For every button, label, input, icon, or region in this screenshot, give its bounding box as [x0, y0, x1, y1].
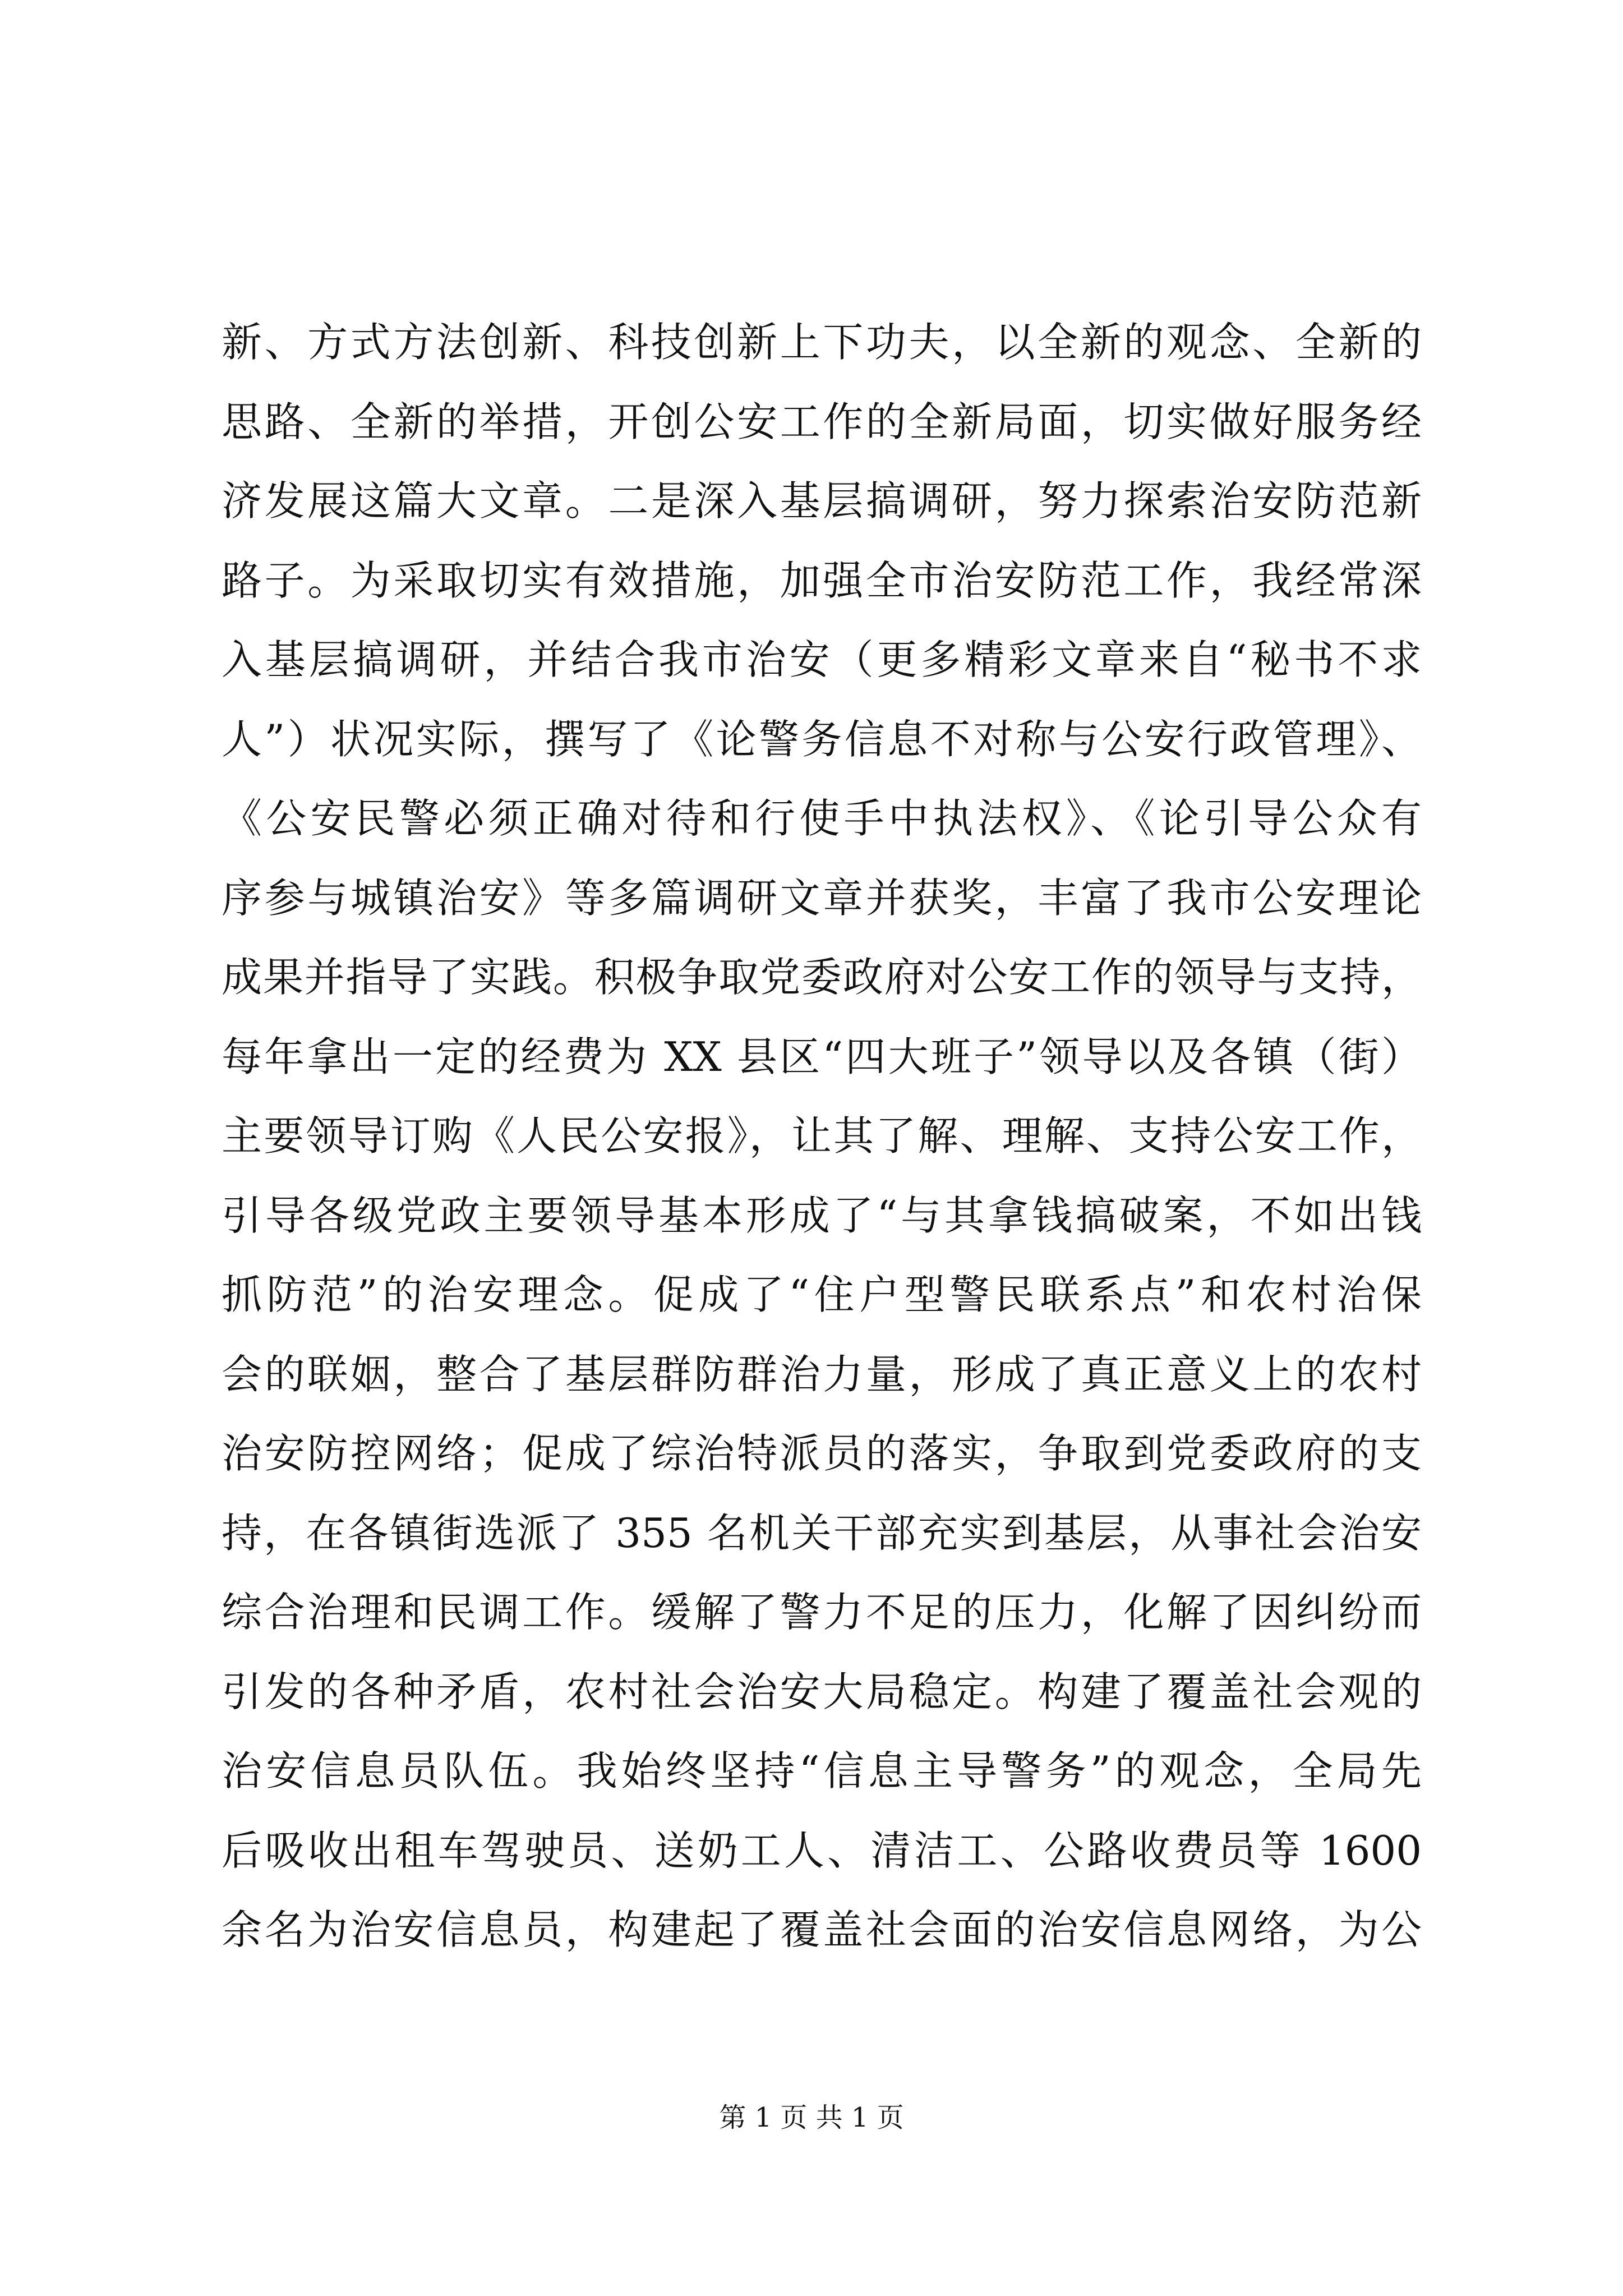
text-line: 抓防范”的治安理念。促成了“住户型警民联系点”和农村治保 [222, 1271, 1422, 1318]
text-line: 引导各级党政主要领导基本形成了“与其拿钱搞破案，不如出钱 [222, 1191, 1422, 1239]
text-line: 济发展这篇大文章。二是深入基层搞调研，努力探索治安防范新 [222, 477, 1422, 524]
text-line: 持，在各镇街选派了 355 名机关干部充实到基层，从事社会治安 [222, 1509, 1422, 1557]
text-line: 新、方式方法创新、科技创新上下功夫，以全新的观念、全新的 [222, 319, 1422, 366]
text-line: 治安信息员队伍。我始终坚持“信息主导警务”的观念，全局先 [222, 1747, 1422, 1795]
text-line: 主要领导订购《人民公安报》，让其了解、理解、支持公安工作， [222, 1112, 1422, 1159]
page-number-label: 第 1 页 共 1 页 [719, 2102, 904, 2133]
text-line: 路子。为采取切实有效措施，加强全市治安防范工作，我经常深 [222, 556, 1422, 604]
text-line: 引发的各种矛盾，农村社会治安大局稳定。构建了覆盖社会观的 [222, 1668, 1422, 1715]
text-line: 综合治理和民调工作。缓解了警力不足的压力，化解了因纠纷而 [222, 1589, 1422, 1636]
text-line: 《公安民警必须正确对待和行使手中执法权》、《论引导公众有 [222, 795, 1422, 842]
text-line: 每年拿出一定的经费为 XX 县区“四大班子”领导以及各镇（街） [222, 1033, 1422, 1080]
text-line: 人”）状况实际，撰写了《论警务信息不对称与公安行政管理》、 [222, 715, 1422, 763]
text-line: 余名为治安信息员，构建起了覆盖社会面的治安信息网络，为公 [222, 1906, 1422, 1953]
text-line: 会的联姻，整合了基层群防群治力量，形成了真正意义上的农村 [222, 1350, 1422, 1398]
text-line: 成果并指导了实践。积极争取党委政府对公安工作的领导与支持， [222, 954, 1422, 1001]
text-line: 入基层搞调研，并结合我市治安（更多精彩文章来自“秘书不求 [222, 636, 1422, 683]
body-text [222, 303, 1422, 1970]
page-footer [0, 2101, 1623, 2134]
text-line: 后吸收出租车驾驶员、送奶工人、清洁工、公路收费员等 1600 [222, 1826, 1422, 1874]
text-line: 治安防控网络；促成了综治特派员的落实，争取到党委政府的支 [222, 1430, 1422, 1477]
text-line: 序参与城镇治安》等多篇调研文章并获奖，丰富了我市公安理论 [222, 874, 1422, 922]
text-line: 思路、全新的举措，开创公安工作的全新局面，切实做好服务经 [222, 398, 1422, 445]
